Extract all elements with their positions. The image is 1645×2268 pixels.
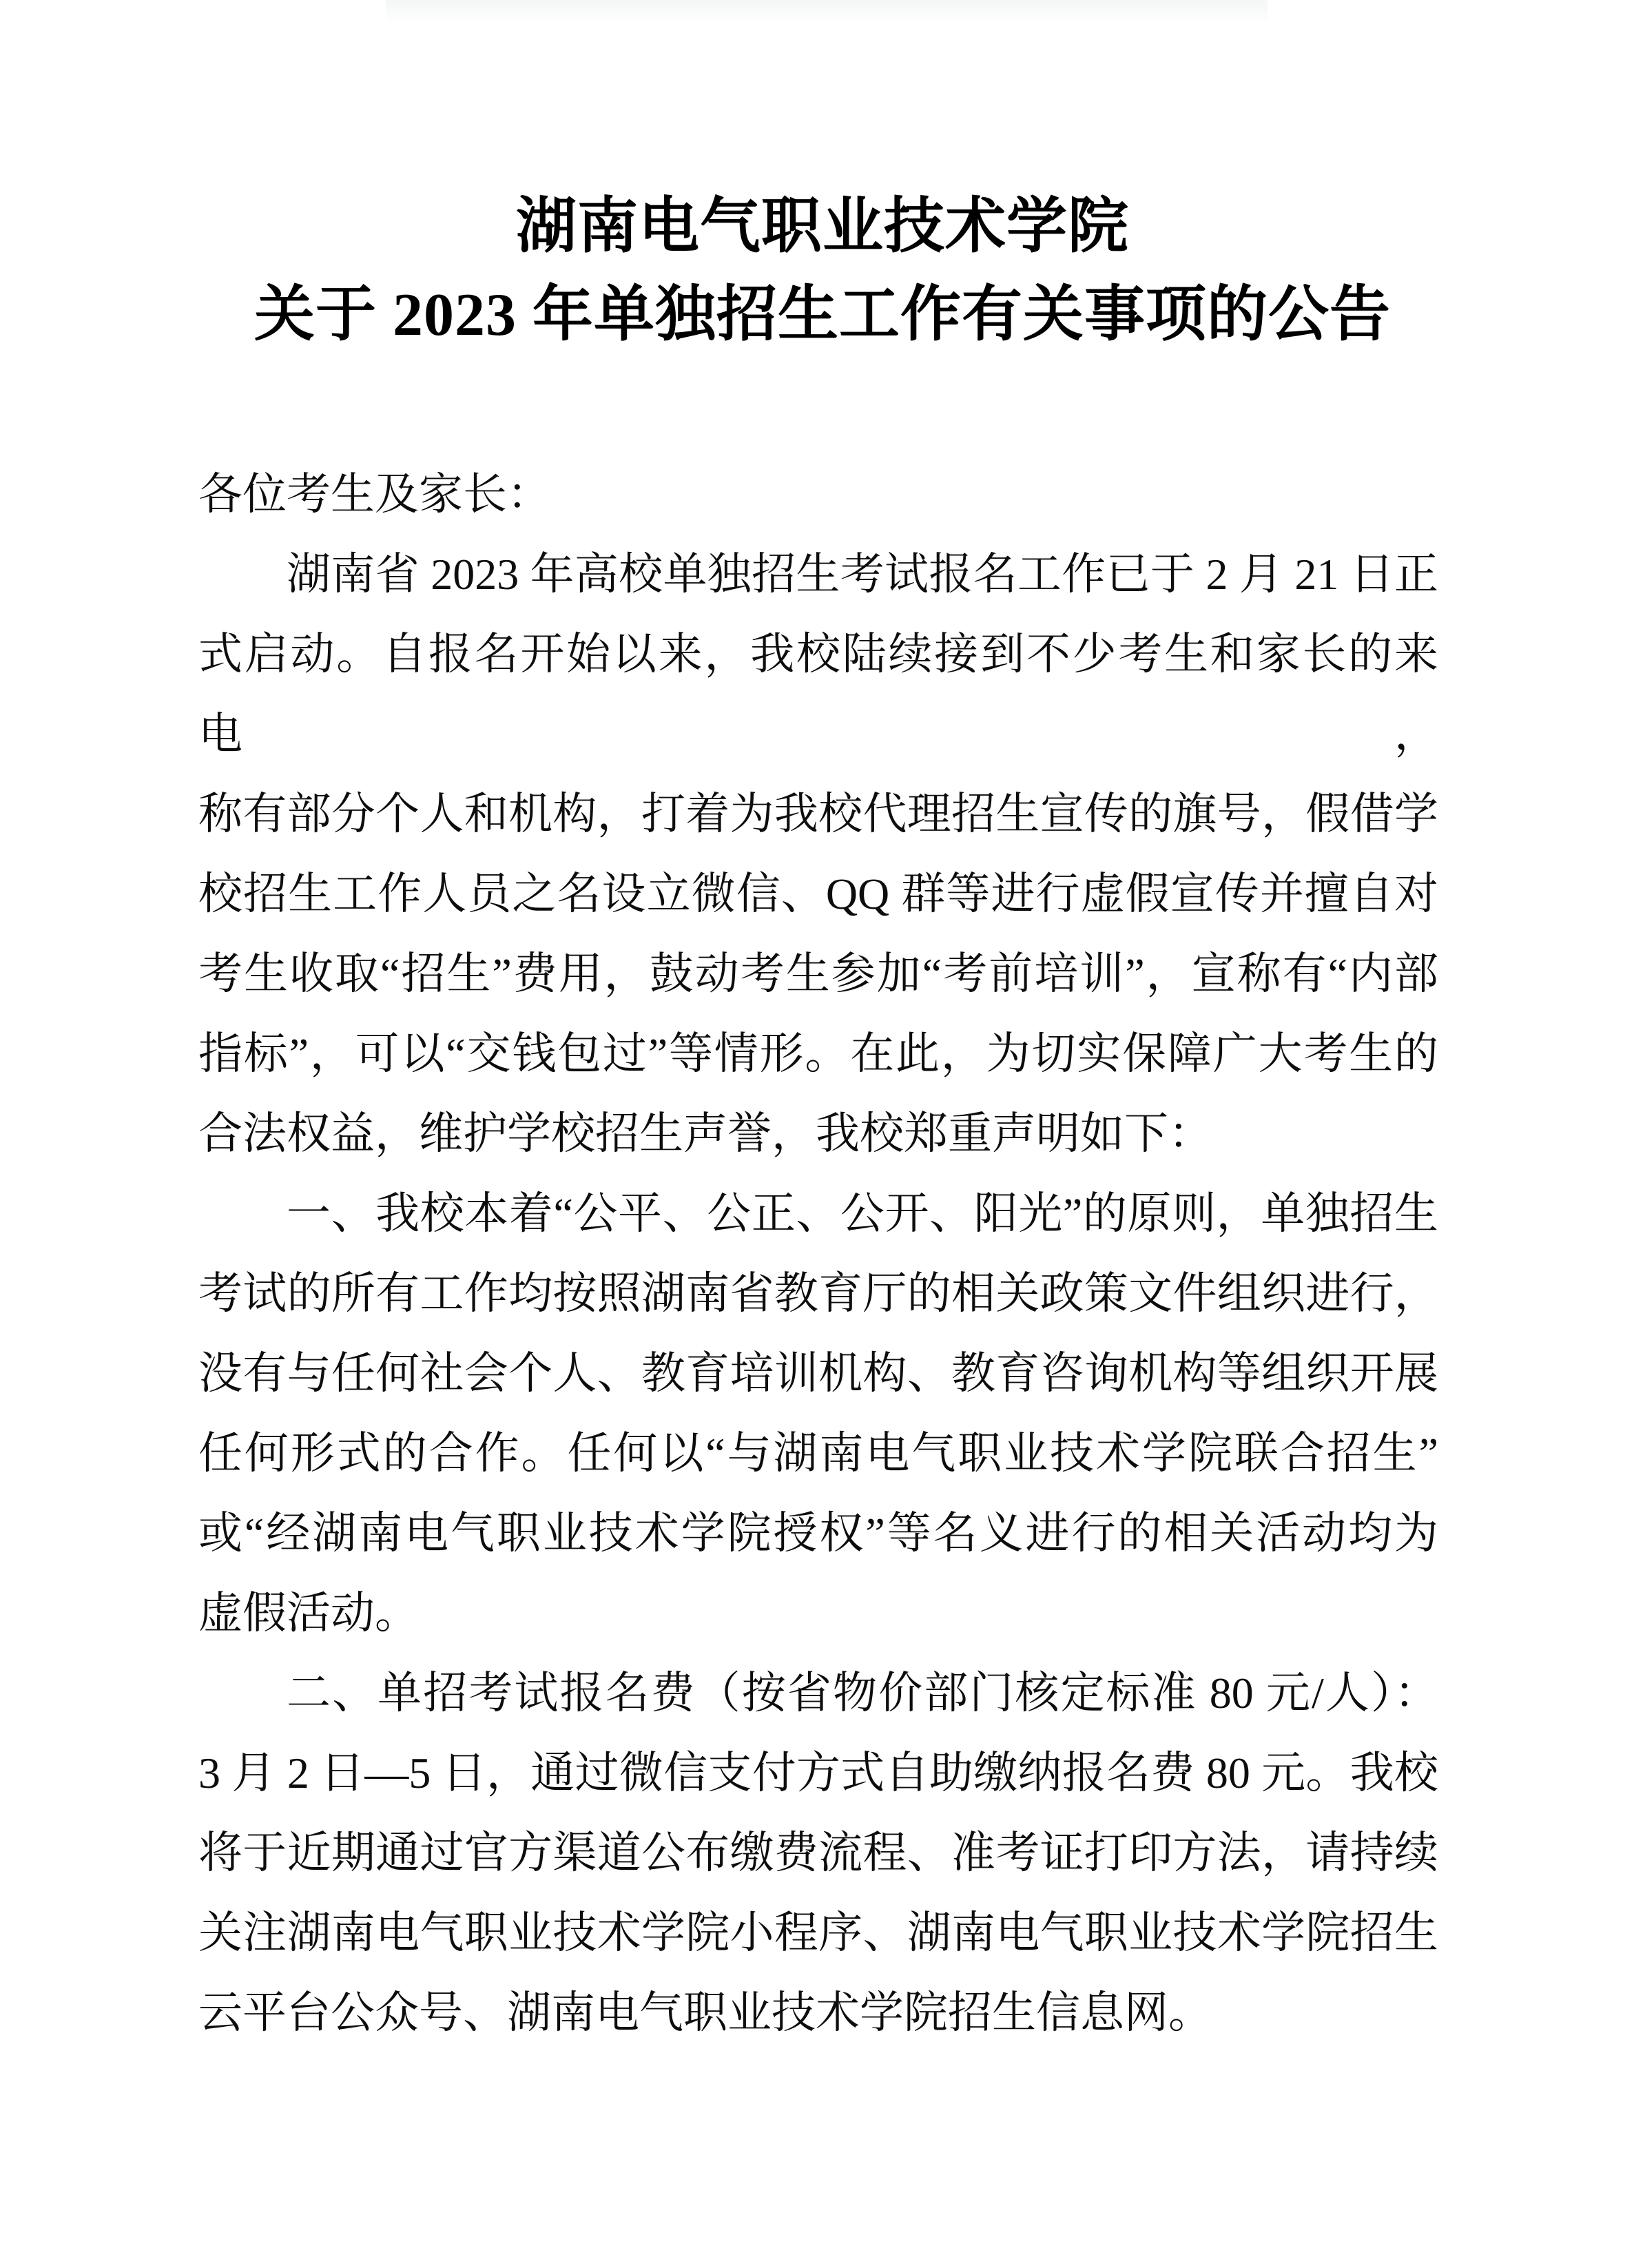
body-line: 式启动。自报名开始以来，我校陆续接到不少考生和家长的来电， (198, 630, 1438, 759)
body-line: 任何形式的合作。任何以“与湖南电气职业技术学院联合招生” (198, 1429, 1438, 1478)
body-line: 二、单招考试报名费（按省物价部门核定标准 80 元/人）： (287, 1669, 1438, 1718)
body-line: 指标”，可以“交钱包过”等情形。在此，为切实保障广大考生的 (198, 1029, 1438, 1078)
salutation-line: 各位考生及家长： (198, 470, 551, 519)
body-line: 3 月 2 日—5 日，通过微信支付方式自助缴纳报名费 80 元。我校 (198, 1749, 1438, 1797)
body-line: 考生收取“招生”费用，鼓动考生参加“考前培训”，宣称有“内部 (198, 949, 1438, 998)
body-line: 虚假活动。 (198, 1589, 419, 1638)
body-line: 将于近期通过官方渠道公布缴费流程、准考证打印方法，请持续 (198, 1828, 1438, 1877)
body-line: 称有部分个人和机构，打着为我校代理招生宣传的旗号，假借学 (198, 790, 1438, 838)
body-line: 合法权益，维护学校招生声誉，我校郑重声明如下： (198, 1109, 1212, 1158)
body-line: 湖南省 2023 年高校单独招生考试报名工作已于 2 月 21 日正 (287, 550, 1438, 599)
document-title-line-2: 关于 2023 年单独招生工作有关事项的公告 (254, 282, 1391, 349)
body-line: 或“经湖南电气职业技术学院授权”等名义进行的相关活动均为 (198, 1509, 1438, 1558)
document-header (0, 0, 1645, 360)
body-line: 一、我校本着“公平、公正、公开、阳光”的原则，单独招生 (287, 1189, 1438, 1238)
body-line: 校招生工作人员之名设立微信、QQ 群等进行虚假宣传并擅自对 (198, 869, 1438, 918)
body-line: 云平台公众号、湖南电气职业技术学院招生信息网。 (198, 1988, 1212, 2037)
body-line: 考试的所有工作均按照湖南省教育厅的相关政策文件组织进行， (198, 1269, 1438, 1318)
document-body (0, 455, 1645, 2053)
body-line: 没有与任何社会个人、教育培训机构、教育咨询机构等组织开展 (198, 1349, 1438, 1398)
body-lines (198, 535, 1438, 2053)
body-line: 关注湖南电气职业技术学院小程序、湖南电气职业技术学院招生 (198, 1908, 1438, 1957)
document-title-line-1: 湖南电气职业技术学院 (515, 194, 1129, 260)
